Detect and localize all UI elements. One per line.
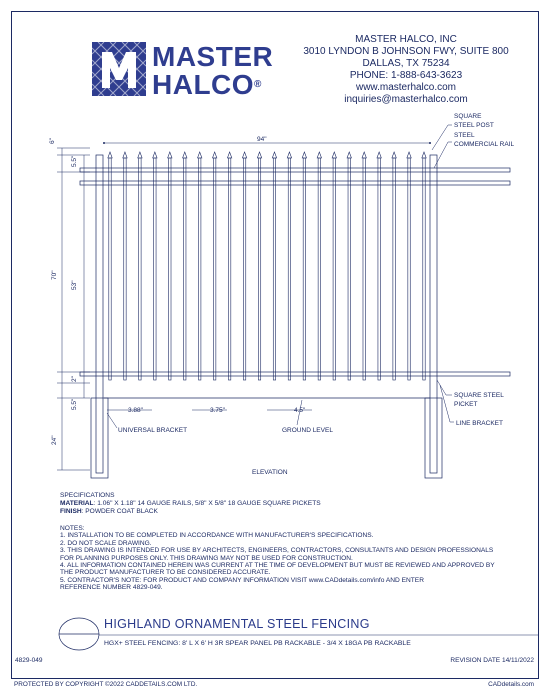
spec-material: MATERIAL: 1.06" X 1.18" 14 GAUGE RAILS, 5/8" X 5/8" 18 GAUGE SQUARE PICKETS <box>60 500 321 508</box>
top-rail-lower <box>80 181 510 185</box>
specifications <box>60 492 500 517</box>
picket-spear <box>212 152 216 158</box>
picket <box>318 158 320 380</box>
dim-70: 70" <box>51 270 58 280</box>
company-website[interactable]: www.masterhalco.com <box>355 82 457 93</box>
dim-4-5: 4.5" <box>294 407 306 414</box>
picket <box>273 158 275 380</box>
dim-top-6: 6" <box>49 138 56 144</box>
picket-spear <box>168 152 172 158</box>
left-post <box>96 155 103 473</box>
caddetails-link[interactable]: CADdetails.com <box>488 681 534 688</box>
note-line: 3. THIS DRAWING IS INTENDED FOR USE BY ARCHITECTS, ENGINEERS, CONTRACTORS, CONSULTANTS AND DESIGN PROFESSIONALS <box>60 547 494 555</box>
picket-spear <box>347 152 351 158</box>
dim-24: 24" <box>51 435 58 445</box>
view-label: ELEVATION <box>252 469 288 476</box>
drawing-subtitle: HGX+ STEEL FENCING: 8' L X 6' H 3R SPEAR PANEL PB RACKABLE - 3/4 X 18GA PB RACKABLE <box>104 640 411 647</box>
company-name: MASTER HALCO, INC <box>355 34 457 45</box>
picket <box>363 158 365 380</box>
company-address1: 3010 LYNDON B JOHNSON FWY, SUITE 800 <box>303 46 509 57</box>
picket <box>109 158 111 380</box>
picket-spear <box>332 152 336 158</box>
picket-spear <box>272 152 276 158</box>
callout-square-post: SQUARE <box>454 113 482 120</box>
top-rail-upper <box>80 168 510 172</box>
note-line: FOR PLANNING PURPOSES ONLY. THIS DRAWING MAY NOT BE USED FOR CONSTRUCTION. <box>60 554 353 562</box>
callout-universal-bracket: UNIVERSAL BRACKET <box>118 427 188 434</box>
picket <box>124 158 126 380</box>
picket-spear <box>153 152 157 158</box>
picket-spear <box>287 152 291 158</box>
revision-date: REVISION DATE 14/11/2022 <box>450 657 534 664</box>
dim-width-94: 94" <box>257 136 267 143</box>
callout-square-post-2: STEEL POST <box>454 122 494 129</box>
dim-53: 53" <box>71 280 78 290</box>
picket-spear <box>183 152 187 158</box>
picket <box>333 158 335 380</box>
left-footing <box>91 398 108 478</box>
picket <box>378 158 380 380</box>
picket-spear <box>123 152 127 158</box>
note-line: THE PRODUCT MANUFACTURER TO BE CONSIDERED ACCURATE. <box>60 569 271 577</box>
picket <box>393 158 395 380</box>
company-info <box>298 34 514 106</box>
picket <box>303 158 305 380</box>
logo-wordmark: MASTER HALCO® <box>152 41 274 100</box>
copyright-notice: PROTECTED BY COPYRIGHT ©2022 CADDETAILS.COM LTD. <box>14 681 198 688</box>
note-line: 5. CONTRACTOR'S NOTE: FOR PRODUCT AND COMPANY INFORMATION VISIT www.CADdetails.com/info AND ENTER <box>60 576 424 584</box>
drawing-title: HIGHLAND ORNAMENTAL STEEL FENCING <box>104 617 370 631</box>
picket <box>169 158 171 380</box>
picket-spear <box>198 152 202 158</box>
spec-finish: FINISH: POWDER COAT BLACK <box>60 508 158 516</box>
note-line: 4. ALL INFORMATION CONTAINED HEREIN WAS CURRENT AT THE TIME OF DEVELOPMENT BUT MUST BE REVIEWED AND APPROVED BY <box>60 562 495 570</box>
dim-3-88: 3.88" <box>128 407 143 414</box>
picket <box>423 158 425 380</box>
picket <box>199 158 201 380</box>
picket <box>228 158 230 380</box>
notes-heading: NOTES: <box>60 525 85 532</box>
company-email[interactable]: inquiries@masterhalco.com <box>344 94 468 105</box>
picket <box>139 158 141 380</box>
dim-bottom-5-5: 5.5" <box>71 398 78 410</box>
bottom-rail <box>80 372 510 376</box>
picket-spear <box>377 152 381 158</box>
picket-spear <box>138 152 142 158</box>
reference-number: 4829-049 <box>15 657 43 664</box>
picket <box>243 158 245 380</box>
picket-spear <box>108 152 112 158</box>
dim-top-5-5: 5.5" <box>71 155 78 167</box>
picket <box>408 158 410 380</box>
picket-spear <box>407 152 411 158</box>
picket <box>154 158 156 380</box>
picket <box>348 158 350 380</box>
picket-spear <box>302 152 306 158</box>
picket-spear <box>317 152 321 158</box>
picket <box>184 158 186 380</box>
picket-spear <box>362 152 366 158</box>
picket <box>258 158 260 380</box>
fence-elevation-drawing <box>12 110 538 488</box>
callout-line-bracket: LINE BRACKET <box>456 420 503 427</box>
callout-ground-level: GROUND LEVEL <box>282 427 333 434</box>
notes <box>60 525 510 592</box>
company-phone: PHONE: 1-888-643-3623 <box>349 70 463 81</box>
picket <box>288 158 290 380</box>
picket <box>213 158 215 380</box>
picket-spear <box>422 152 426 158</box>
right-post <box>430 155 437 473</box>
spec-heading: SPECIFICATIONS <box>60 492 115 499</box>
callout-square-picket: SQUARE STEEL <box>454 392 504 399</box>
company-address2: DALLAS, TX 75234 <box>362 58 450 69</box>
dim-3-75: 3.75" <box>210 407 225 414</box>
note-line: 1. INSTALLATION TO BE COMPLETED IN ACCORDANCE WITH MANUFACTURER'S SPECIFICATIONS. <box>60 532 374 540</box>
picket-spear <box>392 152 396 158</box>
callout-commercial-rail-2: COMMERCIAL RAIL <box>454 141 515 148</box>
dim-2: 2" <box>71 376 78 382</box>
picket-spear <box>227 152 231 158</box>
right-footing <box>425 398 442 478</box>
callout-commercial-rail: STEEL <box>454 132 475 139</box>
note-line: REFERENCE NUMBER 4829-049. <box>60 584 163 592</box>
picket-spear <box>242 152 246 158</box>
note-line: 2. DO NOT SCALE DRAWING. <box>60 539 152 547</box>
callout-square-picket-2: PICKET <box>454 401 478 408</box>
picket-spear <box>257 152 261 158</box>
